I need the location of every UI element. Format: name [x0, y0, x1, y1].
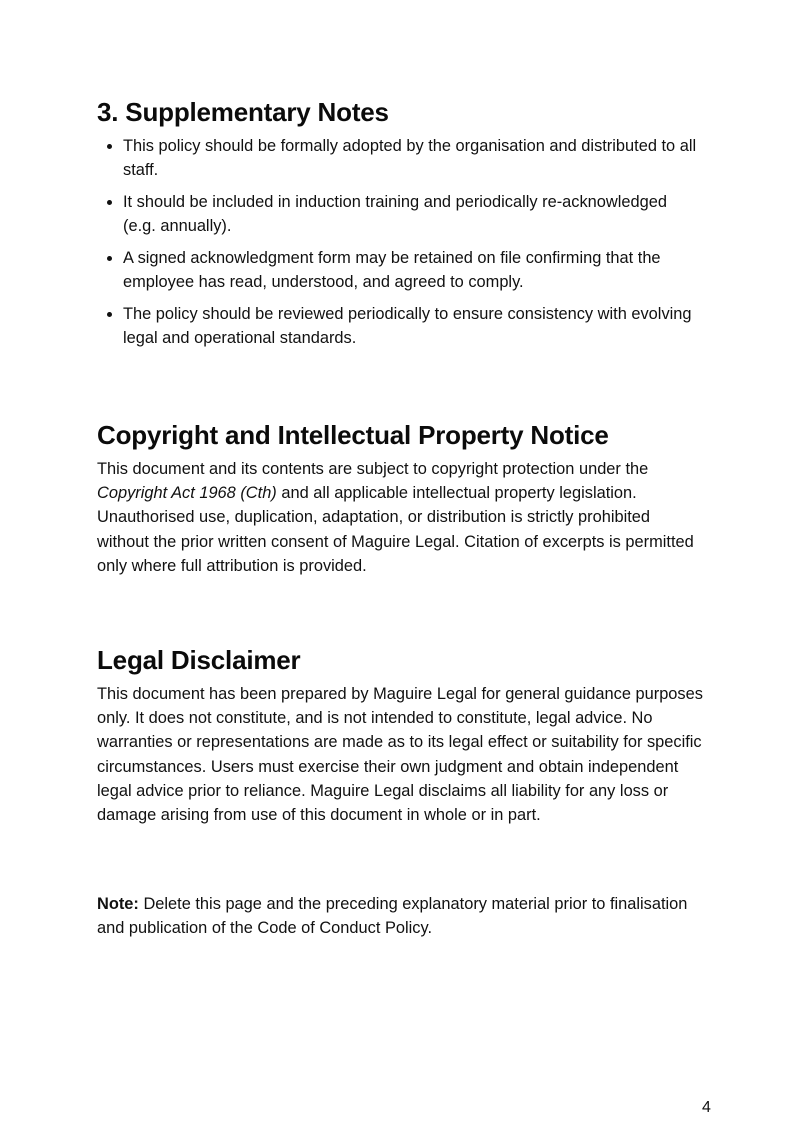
legal-disclaimer-heading: Legal Disclaimer: [97, 645, 301, 675]
list-item: • This policy should be formally adopted by the organisation and distributed to all staff.: [123, 134, 703, 182]
copyright-section: [97, 419, 703, 578]
list-item: • A signed acknowledgment form may be retained on file confirming that the employee has read, understood, and agreed to comply.: [123, 246, 703, 294]
list-item: • It should be included in induction training and periodically re-acknowledged (e.g. annually).: [123, 190, 703, 238]
copyright-paragraph: [97, 457, 703, 578]
note-text: Delete this page and the preceding explanatory material prior to finalisation and publication of the Code of Conduct Policy.: [97, 895, 688, 938]
supplementary-notes-section: [97, 96, 703, 358]
copyright-heading: Copyright and Intellectual Property Notice: [97, 420, 609, 450]
note-paragraph: [97, 892, 703, 940]
page-number: 4: [702, 1099, 711, 1116]
copyright-text-end: and all applicable intellectual property legislation. Unauthorised use, duplication, adaptation, or distribution is strictly prohibited without the prior written consent of Maguire Legal. Citation of excerpts is permitted only where full attribution is provided.: [97, 484, 694, 575]
legal-disclaimer-section: [97, 644, 703, 827]
note-section: [97, 892, 703, 940]
supplementary-notes-list: [97, 134, 703, 350]
legal-disclaimer-paragraph: This document has been prepared by Maguire Legal for general guidance purposes only. It does not constitute, and is not intended to constitute, legal advice. No warranties or representations are made as to its legal effect or suitability for specific circumstances. Users must exercise their own judgment and obtain independent legal advice prior to reliance. Maguire Legal disclaims all liability for any loss or damage arising from use of this document in whole or in part.: [97, 685, 703, 825]
list-item: • The policy should be reviewed periodically to ensure consistency with evolving legal and operational standards.: [123, 302, 703, 350]
note-label: Note:: [97, 895, 139, 913]
copyright-text-start: This document and its contents are subject to copyright protection under the: [97, 460, 649, 478]
copyright-act-title: Copyright Act 1968 (Cth): [97, 484, 277, 503]
supplementary-notes-heading: 3. Supplementary Notes: [97, 97, 389, 127]
